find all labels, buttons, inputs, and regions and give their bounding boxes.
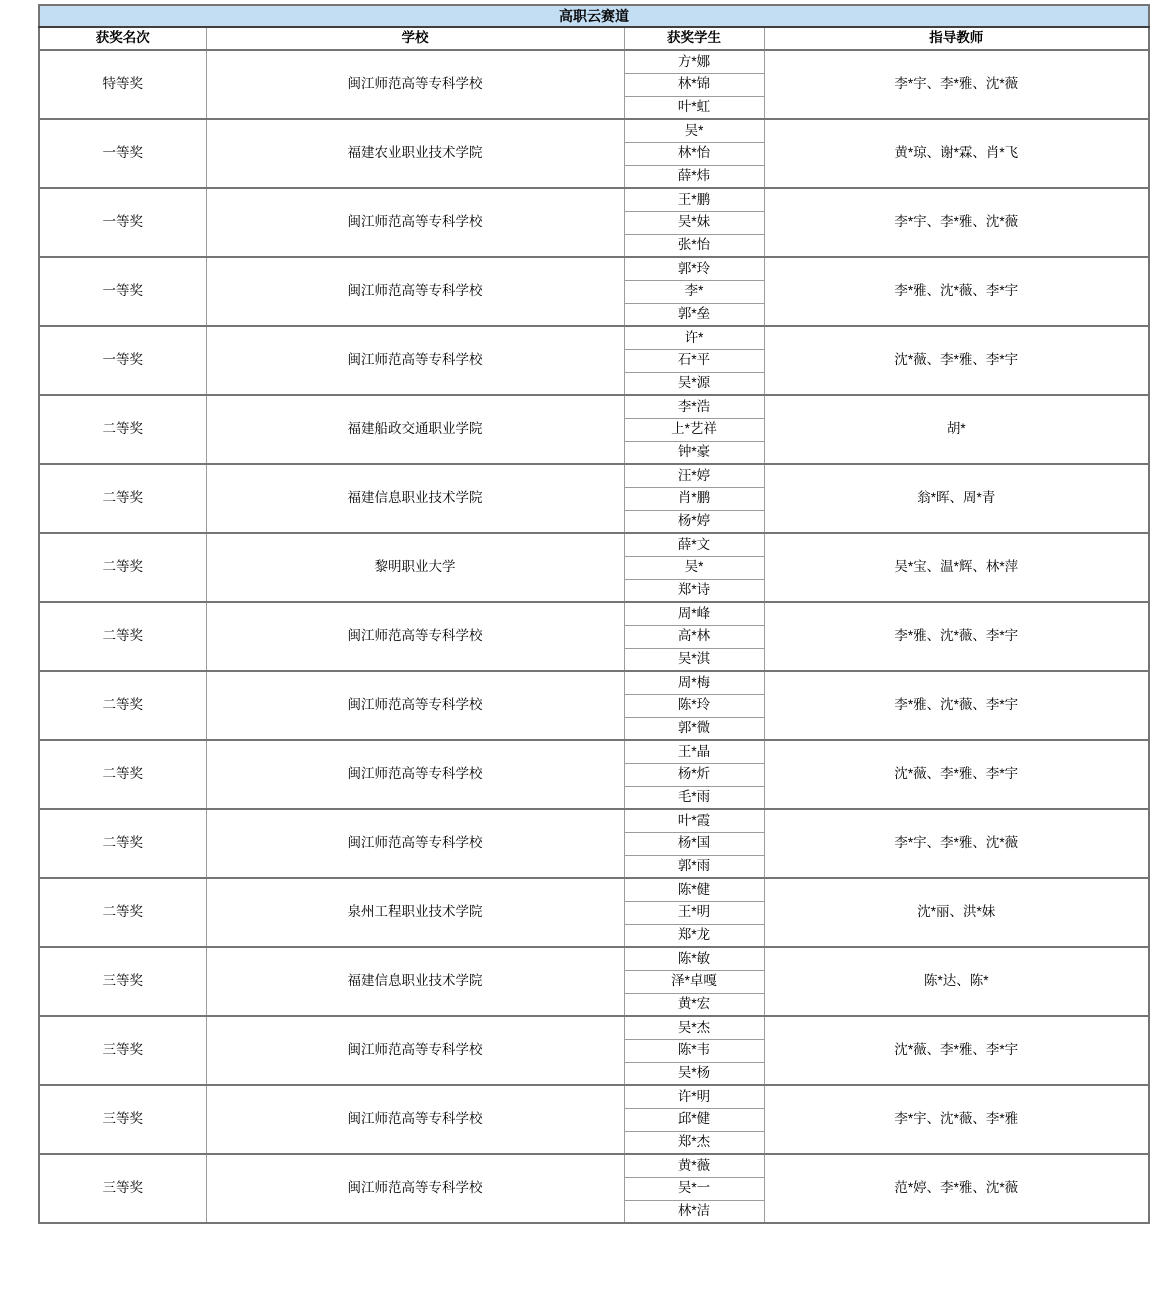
teachers-cell: 李*雅、沈*薇、李*宇 — [764, 257, 1149, 326]
student-cell: 叶*霞 — [624, 809, 764, 832]
award-rank-cell: 二等奖 — [39, 740, 206, 809]
award-rank-cell: 三等奖 — [39, 1016, 206, 1085]
student-cell: 李* — [624, 280, 764, 303]
school-cell: 闽江师范高等专科学校 — [206, 602, 624, 671]
teachers-cell: 沈*薇、李*雅、李*宇 — [764, 740, 1149, 809]
school-cell: 黎明职业大学 — [206, 533, 624, 602]
school-cell: 福建信息职业技术学院 — [206, 947, 624, 1016]
student-cell: 汪*婷 — [624, 464, 764, 487]
student-cell: 高*林 — [624, 625, 764, 648]
school-cell: 闽江师范高等专科学校 — [206, 740, 624, 809]
student-cell: 郭*玲 — [624, 257, 764, 280]
award-group-row — [39, 671, 1149, 694]
award-rank-cell: 二等奖 — [39, 395, 206, 464]
table-title: 高职云赛道 — [39, 5, 1149, 27]
school-cell: 泉州工程职业技术学院 — [206, 878, 624, 947]
student-cell: 王*鹏 — [624, 188, 764, 211]
student-cell: 陈*韦 — [624, 1039, 764, 1062]
student-cell: 钟*豪 — [624, 441, 764, 464]
school-cell: 闽江师范高等专科学校 — [206, 1085, 624, 1154]
award-group-row — [39, 464, 1149, 487]
student-cell: 吴*杰 — [624, 1016, 764, 1039]
student-cell: 杨*国 — [624, 832, 764, 855]
teachers-cell: 陈*达、陈* — [764, 947, 1149, 1016]
award-group-row — [39, 740, 1149, 763]
student-cell: 黄*宏 — [624, 993, 764, 1016]
school-cell: 福建农业职业技术学院 — [206, 119, 624, 188]
award-group-row — [39, 395, 1149, 418]
school-cell: 闽江师范高等专科学校 — [206, 671, 624, 740]
student-cell: 杨*婷 — [624, 510, 764, 533]
student-cell: 肖*鹏 — [624, 487, 764, 510]
award-rank-cell: 二等奖 — [39, 878, 206, 947]
school-cell: 福建信息职业技术学院 — [206, 464, 624, 533]
teachers-cell: 李*宇、李*雅、沈*薇 — [764, 50, 1149, 119]
student-cell: 吴*杨 — [624, 1062, 764, 1085]
teachers-cell: 翁*晖、周*青 — [764, 464, 1149, 533]
student-cell: 林*锦 — [624, 73, 764, 96]
student-cell: 林*洁 — [624, 1200, 764, 1223]
award-group-row — [39, 878, 1149, 901]
student-cell: 周*梅 — [624, 671, 764, 694]
award-rank-cell: 二等奖 — [39, 602, 206, 671]
student-cell: 吴*淇 — [624, 648, 764, 671]
teachers-cell: 李*宇、李*雅、沈*薇 — [764, 809, 1149, 878]
award-rank-cell: 一等奖 — [39, 257, 206, 326]
student-cell: 上*艺祥 — [624, 418, 764, 441]
school-cell: 闽江师范高等专科学校 — [206, 50, 624, 119]
school-cell: 闽江师范高等专科学校 — [206, 1154, 624, 1223]
column-header-teachers: 指导教师 — [764, 27, 1149, 50]
award-group-row — [39, 326, 1149, 349]
award-rank-cell: 一等奖 — [39, 119, 206, 188]
student-cell: 郭*微 — [624, 717, 764, 740]
student-cell: 陈*玲 — [624, 694, 764, 717]
school-cell: 闽江师范高等专科学校 — [206, 257, 624, 326]
student-cell: 吴*妹 — [624, 211, 764, 234]
student-cell: 吴*源 — [624, 372, 764, 395]
student-cell: 吴* — [624, 119, 764, 142]
teachers-cell: 吴*宝、温*辉、林*萍 — [764, 533, 1149, 602]
award-group-row — [39, 1154, 1149, 1177]
school-cell: 闽江师范高等专科学校 — [206, 188, 624, 257]
student-cell: 王*明 — [624, 901, 764, 924]
student-cell: 薛*炜 — [624, 165, 764, 188]
school-cell: 闽江师范高等专科学校 — [206, 326, 624, 395]
column-header-school: 学校 — [206, 27, 624, 50]
award-group-row — [39, 533, 1149, 556]
award-rank-cell: 二等奖 — [39, 533, 206, 602]
teachers-cell: 沈*薇、李*雅、李*宇 — [764, 326, 1149, 395]
award-group-row — [39, 1085, 1149, 1108]
student-cell: 林*怡 — [624, 142, 764, 165]
teachers-cell: 范*婷、李*雅、沈*薇 — [764, 1154, 1149, 1223]
teachers-cell: 沈*丽、洪*妹 — [764, 878, 1149, 947]
school-cell: 闽江师范高等专科学校 — [206, 1016, 624, 1085]
student-cell: 薛*文 — [624, 533, 764, 556]
student-cell: 周*峰 — [624, 602, 764, 625]
student-cell: 黄*薇 — [624, 1154, 764, 1177]
column-header-row — [39, 27, 1149, 50]
award-rank-cell: 三等奖 — [39, 1085, 206, 1154]
student-cell: 李*浩 — [624, 395, 764, 418]
award-rank-cell: 三等奖 — [39, 947, 206, 1016]
award-rank-cell: 一等奖 — [39, 326, 206, 395]
award-group-row — [39, 1016, 1149, 1039]
teachers-cell: 胡* — [764, 395, 1149, 464]
award-group-row — [39, 188, 1149, 211]
student-cell: 郭*雨 — [624, 855, 764, 878]
award-group-row — [39, 809, 1149, 832]
award-group-row — [39, 947, 1149, 970]
award-rank-cell: 二等奖 — [39, 671, 206, 740]
teachers-cell: 沈*薇、李*雅、李*宇 — [764, 1016, 1149, 1085]
student-cell: 吴*一 — [624, 1177, 764, 1200]
student-cell: 陈*敏 — [624, 947, 764, 970]
teachers-cell: 李*雅、沈*薇、李*宇 — [764, 602, 1149, 671]
student-cell: 杨*炘 — [624, 763, 764, 786]
teachers-cell: 黄*琼、谢*霖、肖*飞 — [764, 119, 1149, 188]
column-header-students: 获奖学生 — [624, 27, 764, 50]
school-cell: 闽江师范高等专科学校 — [206, 809, 624, 878]
student-cell: 方*娜 — [624, 50, 764, 73]
student-cell: 张*怡 — [624, 234, 764, 257]
student-cell: 陈*健 — [624, 878, 764, 901]
award-group-row — [39, 50, 1149, 73]
student-cell: 石*平 — [624, 349, 764, 372]
student-cell: 许*明 — [624, 1085, 764, 1108]
award-group-row — [39, 119, 1149, 142]
award-rank-cell: 特等奖 — [39, 50, 206, 119]
student-cell: 郑*诗 — [624, 579, 764, 602]
student-cell: 许* — [624, 326, 764, 349]
teachers-cell: 李*宇、李*雅、沈*薇 — [764, 188, 1149, 257]
award-rank-cell: 三等奖 — [39, 1154, 206, 1223]
award-rank-cell: 二等奖 — [39, 809, 206, 878]
award-group-row — [39, 602, 1149, 625]
student-cell: 郭*垒 — [624, 303, 764, 326]
award-rank-cell: 一等奖 — [39, 188, 206, 257]
student-cell: 郑*杰 — [624, 1131, 764, 1154]
teachers-cell: 李*宇、沈*薇、李*雅 — [764, 1085, 1149, 1154]
student-cell: 叶*虹 — [624, 96, 764, 119]
student-cell: 王*晶 — [624, 740, 764, 763]
award-group-row — [39, 257, 1149, 280]
table-body — [39, 50, 1149, 1223]
column-header-award: 获奖名次 — [39, 27, 206, 50]
student-cell: 毛*雨 — [624, 786, 764, 809]
teachers-cell: 李*雅、沈*薇、李*宇 — [764, 671, 1149, 740]
student-cell: 郑*龙 — [624, 924, 764, 947]
school-cell: 福建船政交通职业学院 — [206, 395, 624, 464]
student-cell: 吴* — [624, 556, 764, 579]
student-cell: 邱*健 — [624, 1108, 764, 1131]
award-table — [38, 4, 1150, 1224]
table-title-row — [39, 5, 1149, 27]
award-rank-cell: 二等奖 — [39, 464, 206, 533]
student-cell: 泽*卓嘎 — [624, 970, 764, 993]
